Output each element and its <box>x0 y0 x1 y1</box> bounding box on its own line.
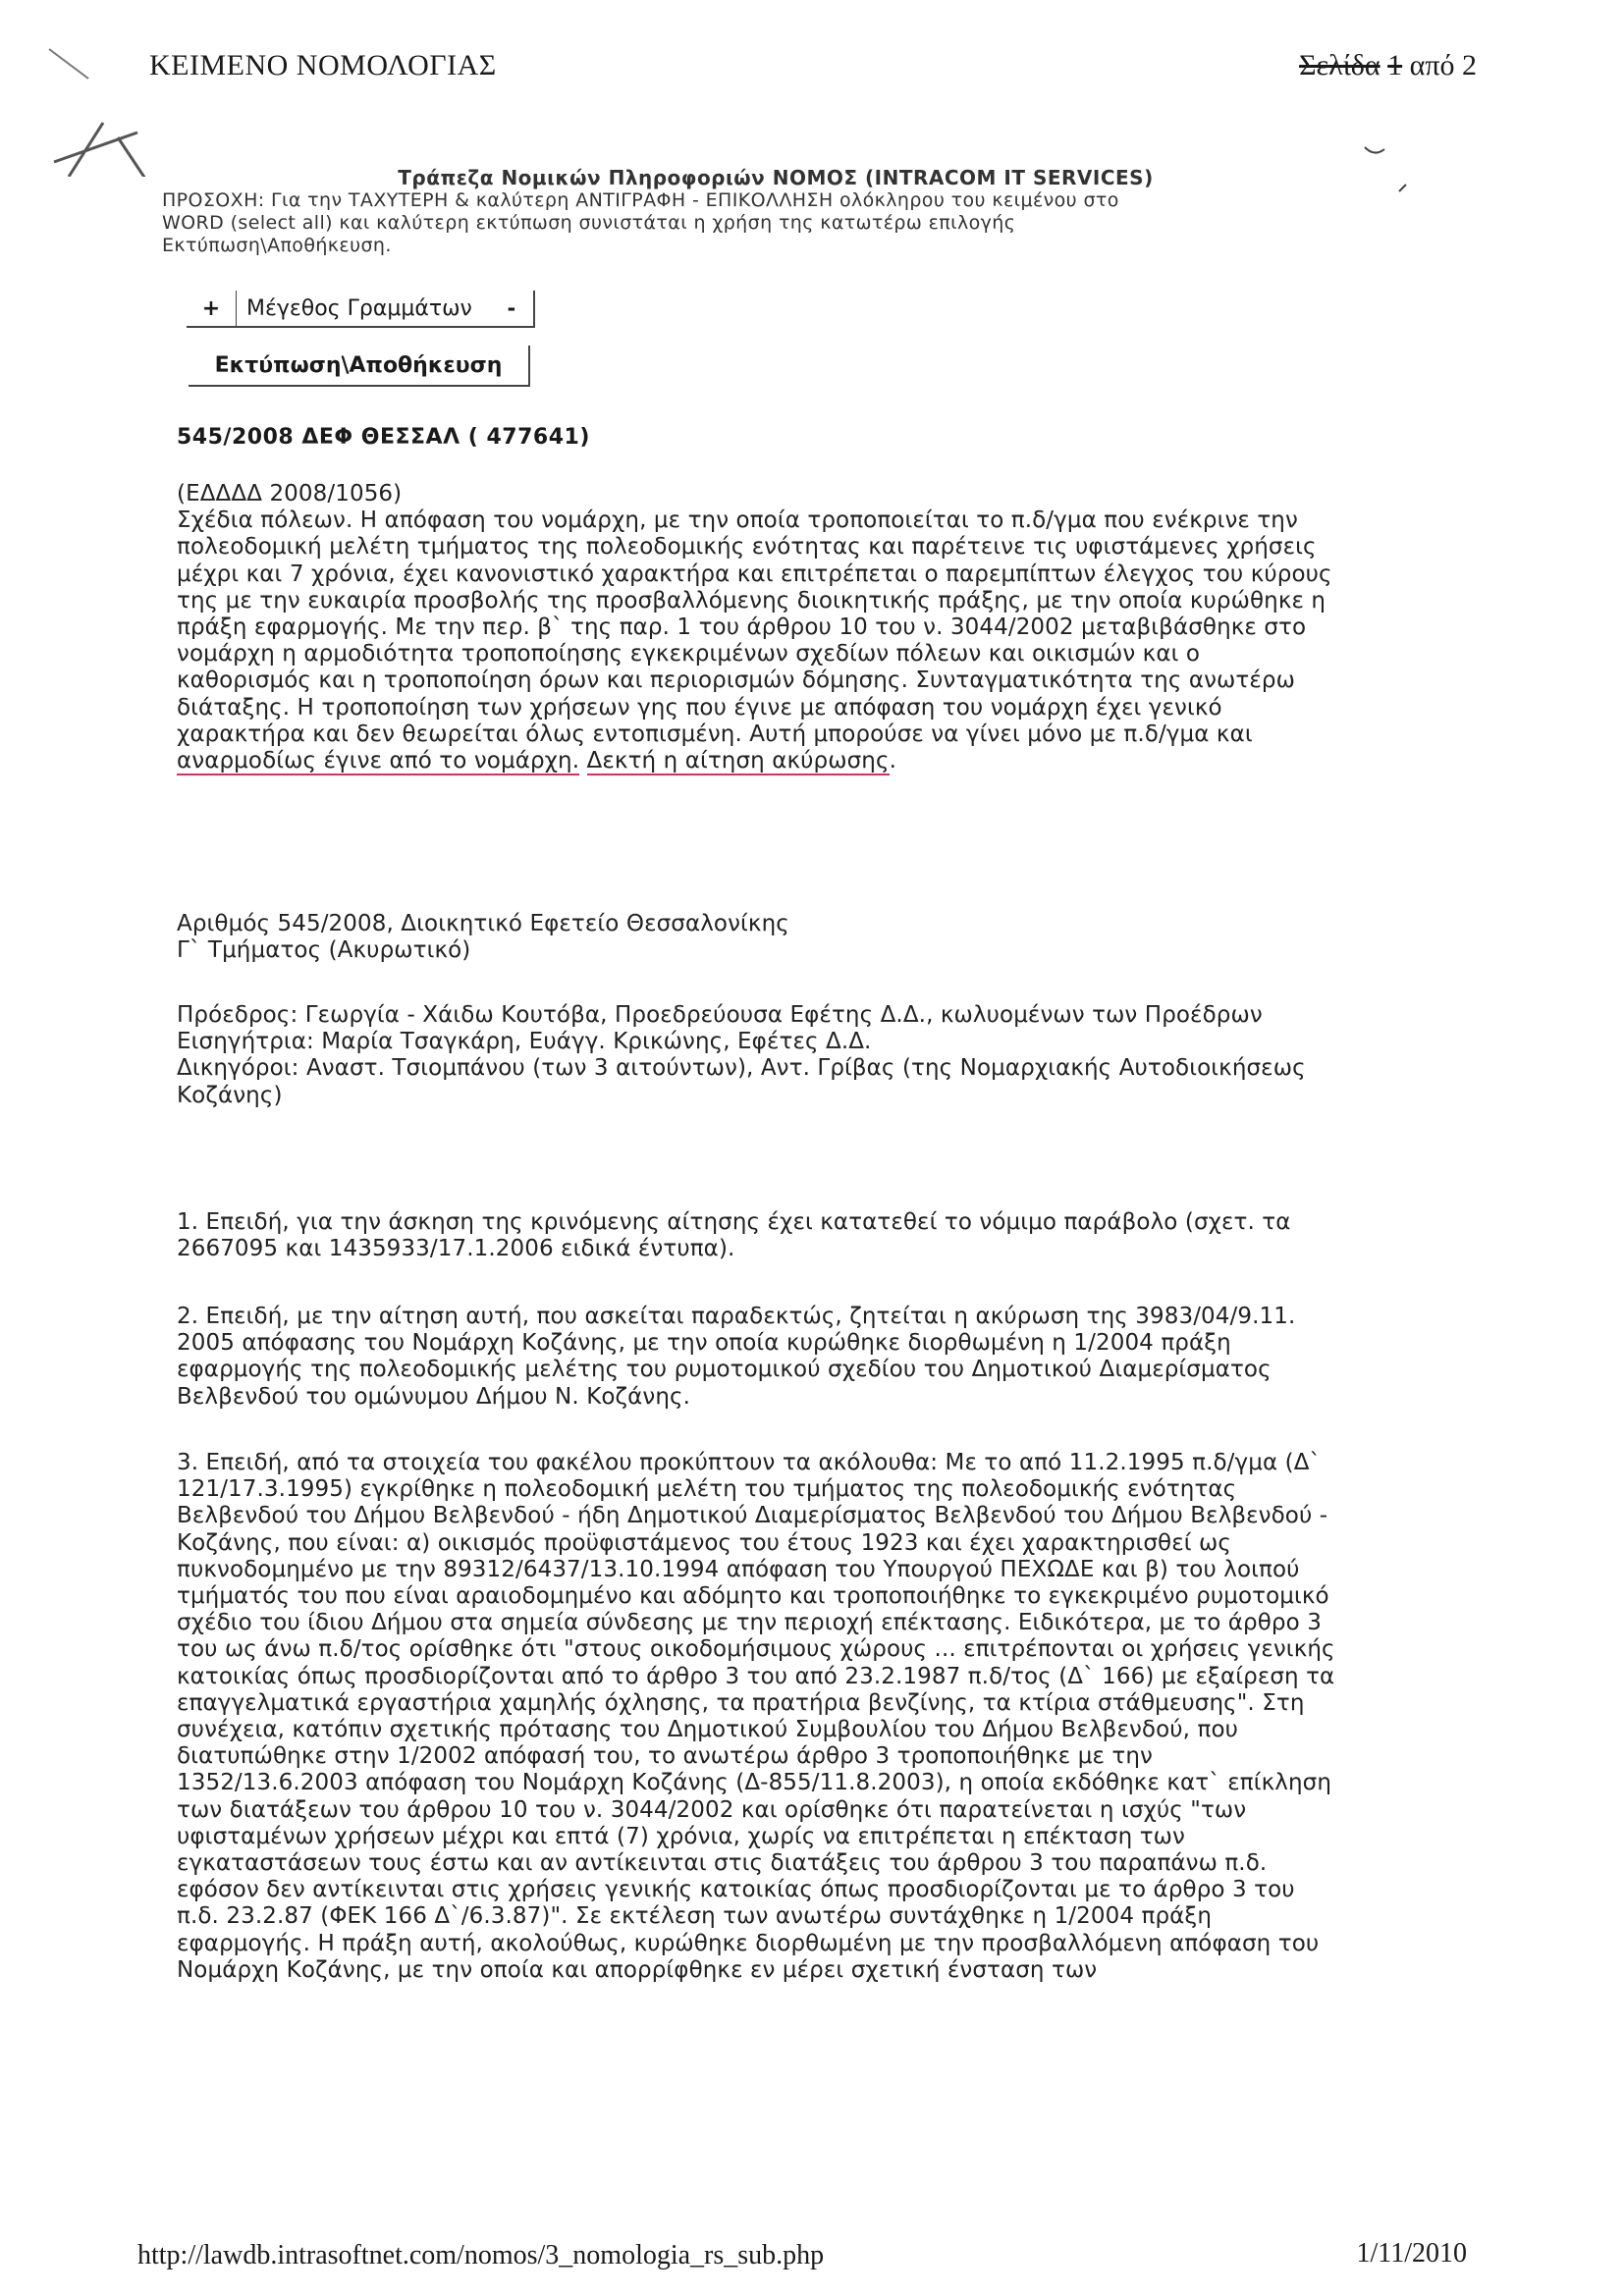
president-line: Πρόεδρος: Γεωργία - Χάιδω Κουτόβα, Προεδρεύουσα Εφέτης Δ.Δ., κωλυομένων των Προέδρων <box>177 1002 1263 1028</box>
banner-notice-line3: Εκτύπωση\Αποθήκευση. <box>162 235 392 256</box>
footer-date: 1/11/2010 <box>1356 2238 1467 2269</box>
paragraph-1: 1. Επειδή, για την άσκηση της κρινόμενης αίτησης έχει κατατεθεί το νόμιμο παράβολο (σχετ. τα 2667095 και 1435933/17.1.2006 ειδικά έντυπα). <box>177 1209 1291 1262</box>
font-size-label: Μέγεθος Γραμμάτων <box>246 295 472 321</box>
paragraph-3: 3. Επειδή, από τα στοιχεία του φακέλου προκύπτουν τα ακόλουθα: Με το από 11.2.1995 π.δ/γμα (Δ` 121/17.3.1995) εγκρίθηκε η πολεοδομική μελέτη του τμήματος της πολεοδομικής ενότητας Βελβενδού του Δήμου Βελβενδού - ήδη Δημοτικού Διαμερίσματος Βελβενδού του Δήμου Βελβενδού - Κοζάνης, που είναι: α) οικισμός προϋφιστάμενος του έτους 1923 και έχει χαρακτηρισθεί ως πυκνοδομημένο με την 89312/6437/13.10.1994 απόφαση του Υπουργού ΠΕΧΩΔΕ και β) του λοιπού τμήματός του που είναι αραιοδομημένο και αδόμητο και τροποποιήθηκε το εγκεκριμένο ρυμοτομικό σχέδιο του ίδιου Δήμου στα σημεία σύνδεσης με την περιοχή επέκτασης. Ειδικότερα, με το άρθρο 3 του ως άνω π.δ/τος ορίσθηκε ότι "στους οικοδομήσιμους χώρους ... επιτρέπονται οι χρήσεις γενικής κατοικίας όπως προσδιορίζονται από το άρθρο 3 του από 23.2.1987 π.δ/τος (Δ` 166) με εξαίρεση τα επαγγελματικά εργαστήρια χαμηλής όχλησης, τα πρατήρια βενζίνης, τα κτίρια στάθμευσης". Στη συνέχεια, κατόπιν σχετικής πρότασης του Δημοτικού Συμβουλίου του Δήμου Βελβενδού, που διατυπώθηκε στην 1/2002 απόφασή του, το ανωτέρω άρθρο 3 τροποποιήθηκε με την 1352/13.6.2003 απόφαση του Νομάρχη Κοζάνης (Δ-855/11.8.2003), η οποία εκδόθηκε κατ` επίκληση των διατάξεων του άρθρου 10 του ν. 3044/2002 και ορίσθηκε ότι παρατείνεται η ισχύς "των υφισταμένων χρήσεων μέχρι και επτά (7) χρόνια, χωρίς να επιτρέπεται η επέκταση των εγκαταστάσεων τους έστω και αν αντίκεινται στις διατάξεις του άρθρου 3 του παραπάνω π.δ. εφόσον δεν αντίκεινται στις χρήσεις γενικής κατοικίας όπως προσδιορίζονται με το άρθρο 3 του π.δ. 23.2.87 (ΦΕΚ 166 Δ`/6.3.87)". Σε εκτέλεση των ανωτέρω συντάχθηκε η 1/2004 πράξη εφαρμογής. Η πράξη αυτή, ακολούθως, κυρώθηκε διορθωμένη με την προσβαλλόμενη απόφαση του Νομάρχη Κοζάνης, με την οποία και απορρίφθηκε εν μέρει σχετική ένσταση των <box>177 1450 1335 1983</box>
court-line2: Γ` Τμήματος (Ακυρωτικό) <box>177 937 471 964</box>
database-banner <box>162 167 1330 257</box>
increase-font-button[interactable]: + <box>187 291 237 326</box>
footer-url: http://lawdb.intrasoftnet.com/nomos/3_nomologia_rs_sub.php <box>137 2240 825 2270</box>
banner-notice-line1: ΠΡΟΣΟΧΗ: Για την ΤΑΧΥΤΕΡΗ & καλύτερη ΑΝΤΙΓΡΑΦΗ - ΕΠΙΚΟΛΛΗΣΗ ολόκληρου του κειμένου στο <box>162 189 1119 211</box>
decrease-font-button[interactable]: - <box>490 291 535 326</box>
document-title: ΚΕΙΜΕΝΟ ΝΟΜΟΛΟΓΙΑΣ <box>149 49 497 81</box>
print-save-button[interactable]: Εκτύπωση\Αποθήκευση <box>189 346 530 387</box>
page-current: 1 <box>1387 49 1403 81</box>
summary-underlined-2: Δεκτή η αίτηση ακύρωσης <box>586 748 890 774</box>
rapporteur-line: Εισηγήτρια: Μαρία Τσαγκάρη, Ευάγγ. Κρικώνης, Εφέτες Δ.Δ. <box>177 1029 872 1055</box>
summary-text-block <box>177 507 1335 774</box>
case-summary <box>177 481 1335 774</box>
banner-title: Τράπεζα Νομικών Πληροφοριών ΝΟΜΟΣ (INTRACOM IT SERVICES) <box>398 166 1154 189</box>
lawyers-line: Δικηγόροι: Αναστ. Τσιομπάνου (των 3 αιτούντων), Αντ. Γρίβας (της Νομαρχιακής Αυτοδιοικήσεως Κοζάνης) <box>177 1055 1306 1108</box>
court-info <box>177 911 1335 964</box>
summary-underlined-1: αναρμοδίως έγινε από το νομάρχη. <box>177 748 580 774</box>
court-persons <box>177 1002 1335 1109</box>
page-label-suffix: από 2 <box>1409 49 1477 81</box>
pen-x-mark-icon <box>29 39 147 177</box>
summary-text: Σχέδια πόλεων. Η απόφαση του νομάρχη, με την οποία τροποποιείται το π.δ/γμα που ενέκρινε την πολεοδομική μελέτη τμήματος της πολεοδομικής ενότητας και παρέτεινε τις υφιστάμενες χρήσεις μέχρι και 7 χρόνια, έχει κανονιστικό χαρακτήρα και επιτρέπεται ο παρεμπίπτων έλεγχος του κύρους της με την ευκαιρία προσβολής της προσβαλλόμενης διοικητικής πράξης, με την οποία κυρώθηκε η πράξη εφαρμογής. Με την περ. β` της παρ. 1 του άρθρου 10 του ν. 3044/2002 μεταβιβάσθηκε στο νομάρχη η αρμοδιότητα τροποποίησης εγκεκριμένων σχεδίων πόλεων και οικισμών και ο καθορισμός και η τροποποίηση όρων και περιορισμών δόμησης. Συνταγματικότητα της ανωτέρω διάταξης. Η τροποποίηση των χρήσεων γης που έγινε με απόφαση του νομάρχη έχει γενικό χαρακτήρα και δεν θεωρείται όλως εντοπισμένη. Αυτή μπορούσε να γίνει μόνο με π.δ/γμα και <box>177 507 1332 747</box>
page-label-prefix: Σελίδα <box>1299 49 1380 81</box>
summary-reference: (ΕΔΔΔΔ 2008/1056) <box>177 481 403 507</box>
court-line1: Αριθμός 545/2008, Διοικητικό Εφετείο Θεσσαλονίκης <box>177 911 789 936</box>
paragraph-2: 2. Επειδή, με την αίτηση αυτή, που ασκείται παραδεκτώς, ζητείται η ακύρωση της 3983/04/9.11. 2005 απόφασης του Νομάρχη Κοζάνης, με την οποία κυρώθηκε διορθωμένη η 1/2004 πράξη εφαρμογής της πολεοδομικής μελέτης του ρυμοτομικού σχεδίου του Δημοτικού Διαμερίσματος Βελβενδού του ομώνυμου Δήμου Ν. Κοζάνης. <box>177 1304 1296 1410</box>
page-counter <box>1299 49 1477 82</box>
font-size-toolbar <box>187 291 535 328</box>
banner-notice-line2: WORD (select all) και καλύτερη εκτύπωση συνιστάται η χρήση της κατωτέρω επιλογής <box>162 212 1016 234</box>
summary-end: . <box>889 748 896 774</box>
case-identifier: 545/2008 ΔΕΦ ΘΕΣΣΑΛ ( 477641) <box>177 425 590 450</box>
pen-tick-mark-icon <box>1355 137 1414 206</box>
